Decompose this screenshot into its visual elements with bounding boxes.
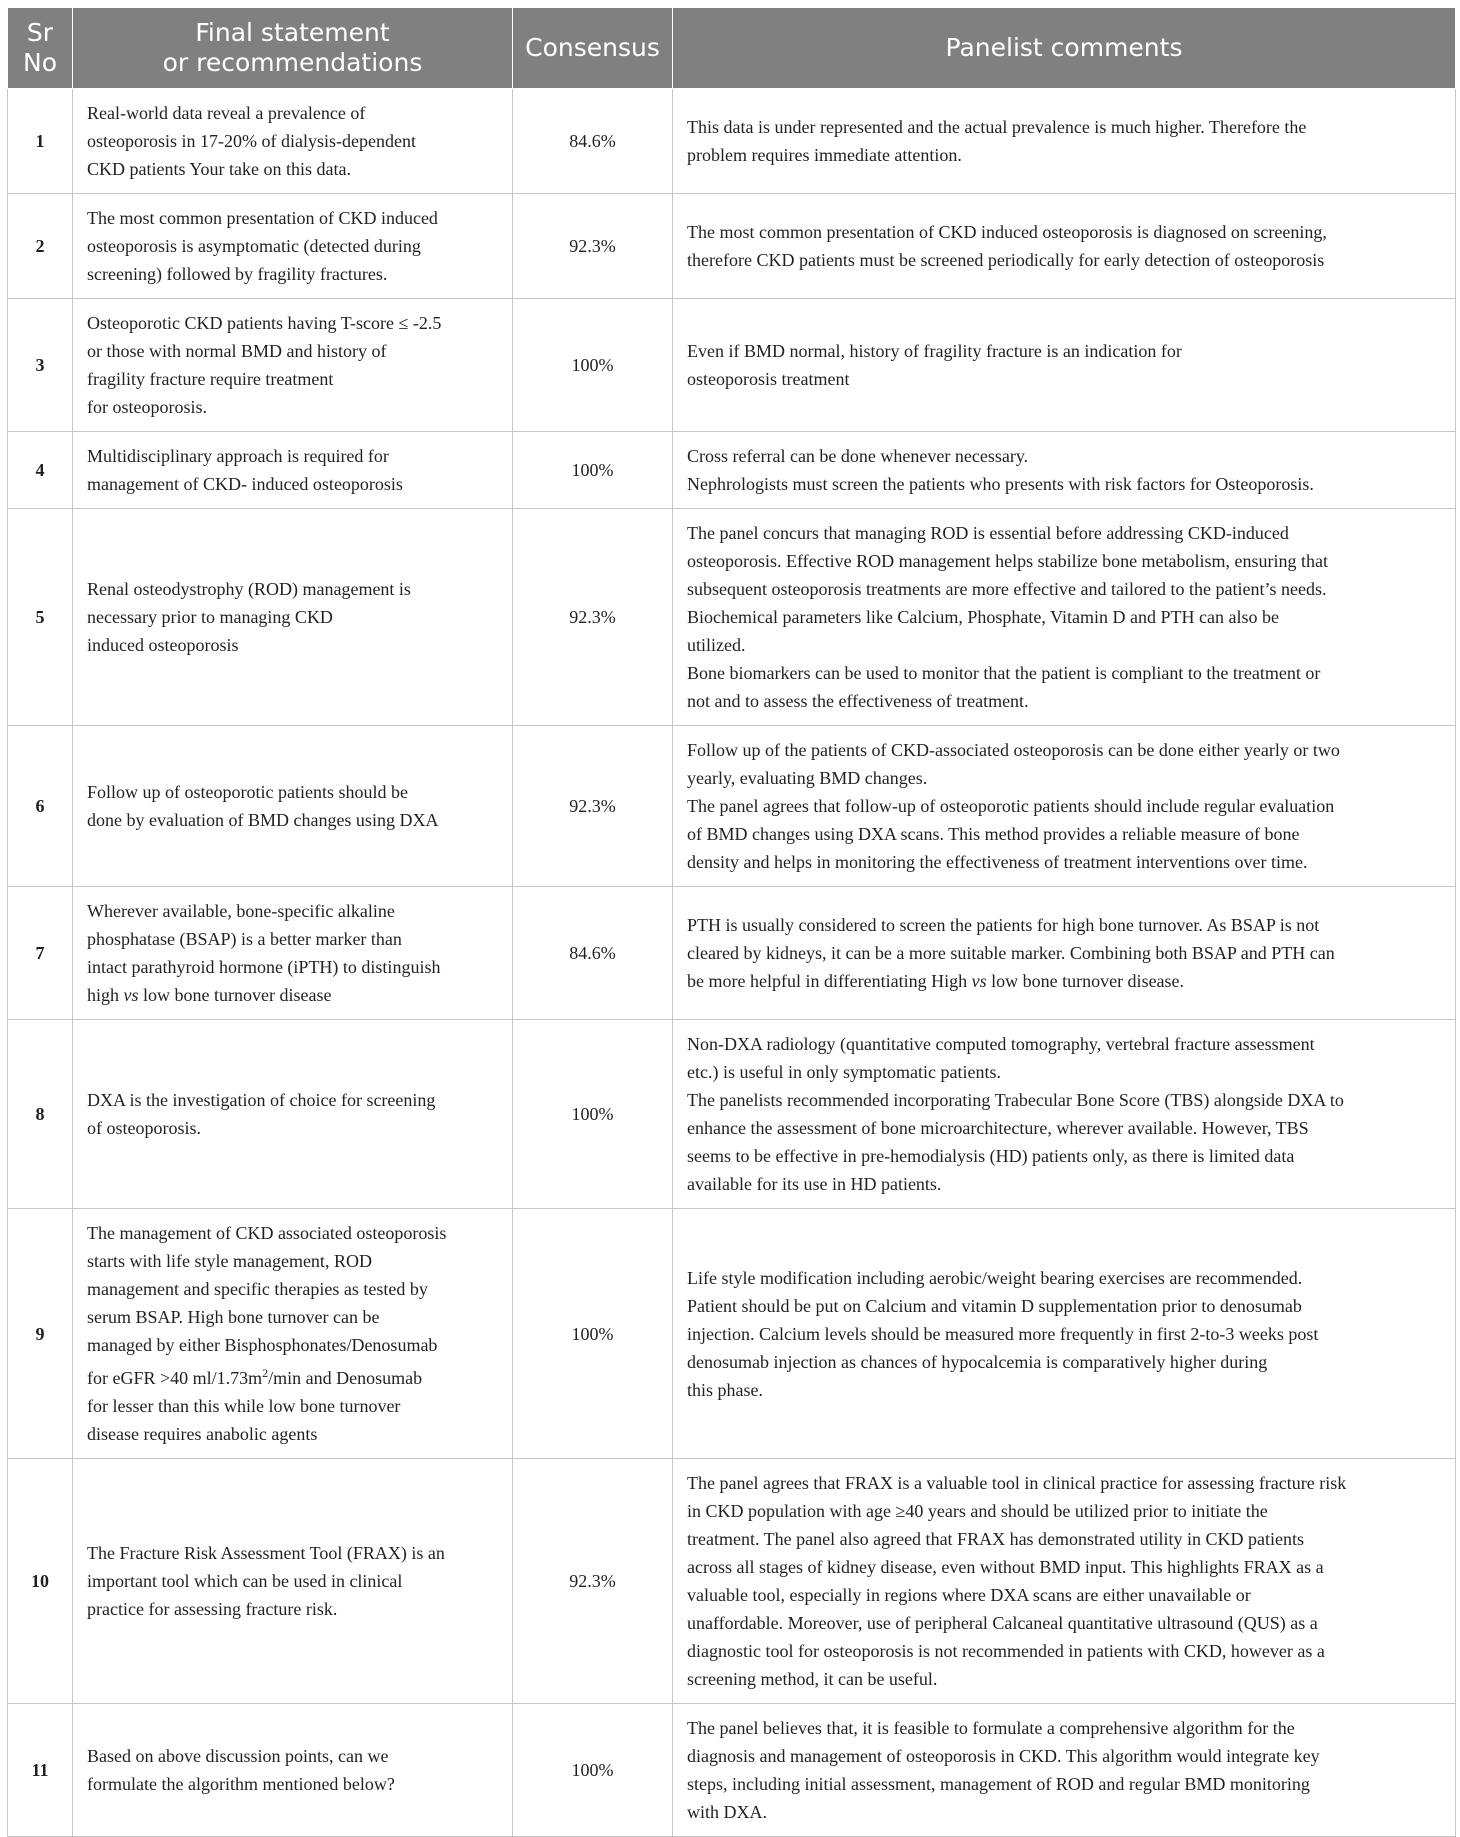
- header-row: [8, 8, 1456, 89]
- comment-line: across all stages of kidney disease, even without BMD input. This highlights FRAX as a: [687, 1557, 1324, 1577]
- statement-line: The management of CKD associated osteoporosis: [87, 1223, 447, 1243]
- statement-line: induced osteoporosis: [87, 635, 239, 655]
- comment-line: subsequent osteoporosis treatments are more effective and tailored to the patient’s needs.: [687, 579, 1327, 599]
- statement-line: serum BSAP. High bone turnover can be: [87, 1307, 380, 1327]
- consensus-cell: 100%: [513, 1704, 673, 1837]
- row-number: 11: [8, 1704, 73, 1837]
- statement-line: Renal osteodystrophy (ROD) management is: [87, 579, 411, 599]
- statement-line: disease requires anabolic agents: [87, 1424, 318, 1444]
- comments-cell: [673, 432, 1456, 509]
- table-row: [8, 1459, 1456, 1704]
- statement-cell: [73, 509, 513, 726]
- comment-line: The panel agrees that follow-up of osteoporotic patients should include regular evaluation: [687, 796, 1335, 816]
- comment-line: in CKD population with age ≥40 years and should be utilized prior to initiate the: [687, 1501, 1268, 1521]
- statement-line: management of CKD- induced osteoporosis: [87, 474, 403, 494]
- consensus-cell: 100%: [513, 1209, 673, 1459]
- comment-line: Even if BMD normal, history of fragility fracture is an indication for: [687, 341, 1182, 361]
- comment-line: diagnostic tool for osteoporosis is not recommended in patients with CKD, however as a: [687, 1641, 1325, 1661]
- comments-cell: [673, 726, 1456, 887]
- statement-cell: [73, 887, 513, 1020]
- comment-line: The most common presentation of CKD induced osteoporosis is diagnosed on screening,: [687, 222, 1327, 242]
- statement-line: CKD patients Your take on this data.: [87, 159, 351, 179]
- comment-line: Patient should be put on Calcium and vitamin D supplementation prior to denosumab: [687, 1295, 1302, 1316]
- header-statement-line: Final statement: [195, 18, 390, 47]
- comment-line: Bone biomarkers can be used to monitor that the patient is compliant to the treatment or: [687, 663, 1321, 683]
- comment-line: This data is under represented and the actual prevalence is much higher. Therefore the: [687, 117, 1307, 137]
- comment-line: diagnosis and management of osteoporosis in CKD. This algorithm would integrate key: [687, 1746, 1320, 1766]
- comment-line: density and helps in monitoring the effectiveness of treatment interventions over time.: [687, 852, 1308, 872]
- comment-line: PTH is usually considered to screen the patients for high bone turnover. As BSAP is not: [687, 915, 1320, 935]
- comment-line: The panel believes that, it is feasible to formulate a comprehensive algorithm for the: [687, 1718, 1295, 1738]
- consensus-cell: 100%: [513, 432, 673, 509]
- statement-line: or those with normal BMD and history of: [87, 341, 387, 361]
- statement-line: osteoporosis in 17-20% of dialysis-dependent: [87, 131, 416, 151]
- statement-line: Based on above discussion points, can we: [87, 1746, 389, 1766]
- row-number: 3: [8, 299, 73, 432]
- comment-line: denosumab injection as chances of hypocalcemia is comparatively higher during: [687, 1351, 1268, 1372]
- statement-line: high vs low bone turnover disease: [87, 985, 332, 1005]
- statement-cell: [73, 89, 513, 194]
- header-sr-no: [8, 8, 73, 89]
- table-header: [8, 8, 1456, 89]
- row-number: 5: [8, 509, 73, 726]
- comment-line: seems to be effective in pre-hemodialysis (HD) patients only, as there is limited data: [687, 1146, 1295, 1166]
- table-row: [8, 194, 1456, 299]
- statement-line: formulate the algorithm mentioned below?: [87, 1774, 395, 1794]
- statement-line: necessary prior to managing CKD: [87, 607, 333, 627]
- comment-line: The panelists recommended incorporating Trabecular Bone Score (TBS) alongside DXA to: [687, 1090, 1344, 1110]
- statement-cell: [73, 1020, 513, 1209]
- table-body: [8, 89, 1456, 1837]
- row-number: 2: [8, 194, 73, 299]
- statement-line: screening) followed by fragility fractures.: [87, 264, 388, 284]
- comment-line: unaffordable. Moreover, use of peripheral Calcaneal quantitative ultrasound (QUS) as a: [687, 1613, 1318, 1633]
- comments-cell: [673, 1459, 1456, 1704]
- comment-line: this phase.: [687, 1379, 763, 1400]
- header-statement-line: or recommendations: [162, 48, 423, 77]
- comment-line: Life style modification including aerobic/weight bearing exercises are recommended.: [687, 1267, 1303, 1288]
- comments-cell: [673, 1020, 1456, 1209]
- statement-line: Real-world data reveal a prevalence of: [87, 103, 366, 123]
- comment-line: Biochemical parameters like Calcium, Phosphate, Vitamin D and PTH can also be: [687, 607, 1279, 627]
- statement-line: Multidisciplinary approach is required for: [87, 446, 389, 466]
- comment-line: Cross referral can be done whenever necessary.: [687, 446, 1029, 466]
- consensus-table: [7, 7, 1456, 1837]
- row-number: 8: [8, 1020, 73, 1209]
- header-comments: Panelist comments: [673, 8, 1456, 89]
- comment-line: be more helpful in differentiating High vs low bone turnover disease.: [687, 971, 1185, 991]
- statement-cell: [73, 194, 513, 299]
- comment-line: treatment. The panel also agreed that FRAX has demonstrated utility in CKD patients: [687, 1529, 1305, 1549]
- consensus-cell: 84.6%: [513, 887, 673, 1020]
- comments-cell: [673, 887, 1456, 1020]
- comments-cell: [673, 509, 1456, 726]
- statement-cell: [73, 1704, 513, 1837]
- statement-line: DXA is the investigation of choice for screening: [87, 1090, 436, 1110]
- statement-cell: [73, 726, 513, 887]
- statement-line: starts with life style management, ROD: [87, 1251, 372, 1271]
- table-row: [8, 1704, 1456, 1837]
- comment-line: therefore CKD patients must be screened periodically for early detection of osteoporosis: [687, 250, 1325, 270]
- table-row: [8, 299, 1456, 432]
- header-sr-no-line: Sr: [26, 18, 54, 47]
- comments-cell: [673, 299, 1456, 432]
- statement-line: Wherever available, bone-specific alkaline: [87, 901, 395, 921]
- comment-line: utilized.: [687, 635, 746, 655]
- comments-cell: [673, 89, 1456, 194]
- row-number: 4: [8, 432, 73, 509]
- consensus-cell: 92.3%: [513, 194, 673, 299]
- consensus-cell: 92.3%: [513, 509, 673, 726]
- statement-line: for lesser than this while low bone turnover: [87, 1396, 401, 1416]
- comment-line: enhance the assessment of bone microarchitecture, wherever available. However, TBS: [687, 1118, 1309, 1138]
- statement-cell: [73, 1209, 513, 1459]
- comment-line: osteoporosis treatment: [687, 369, 850, 389]
- comment-line: etc.) is useful in only symptomatic patients.: [687, 1062, 1001, 1082]
- statement-line: osteoporosis is asymptomatic (detected during: [87, 236, 421, 256]
- consensus-cell: 92.3%: [513, 1459, 673, 1704]
- comment-line: problem requires immediate attention.: [687, 145, 962, 165]
- row-number: 9: [8, 1209, 73, 1459]
- comment-line: of BMD changes using DXA scans. This method provides a reliable measure of bone: [687, 824, 1300, 844]
- comment-line: osteoporosis. Effective ROD management helps stabilize bone metabolism, ensuring that: [687, 551, 1329, 571]
- comment-line: Non-DXA radiology (quantitative computed tomography, vertebral fracture assessment: [687, 1034, 1315, 1054]
- comment-line: valuable tool, especially in regions where DXA scans are either unavailable or: [687, 1585, 1251, 1605]
- comment-line: not and to assess the effectiveness of treatment.: [687, 691, 1029, 711]
- table-row: [8, 432, 1456, 509]
- statement-line: management and specific therapies as tested by: [87, 1279, 428, 1299]
- header-consensus: Consensus: [513, 8, 673, 89]
- statement-line: Follow up of osteoporotic patients should be: [87, 782, 408, 802]
- consensus-cell: 92.3%: [513, 726, 673, 887]
- statement-cell: [73, 299, 513, 432]
- comments-cell: [673, 1704, 1456, 1837]
- header-statement: [73, 8, 513, 89]
- statement-line: of osteoporosis.: [87, 1118, 201, 1138]
- consensus-cell: 100%: [513, 299, 673, 432]
- comment-line: The panel agrees that FRAX is a valuable tool in clinical practice for assessing fracture risk: [687, 1473, 1347, 1493]
- header-sr-no-line: No: [23, 48, 57, 77]
- statement-line: managed by either Bisphosphonates/Denosumab: [87, 1335, 438, 1355]
- statement-line: Osteoporotic CKD patients having T-score ≤ -2.5: [87, 313, 442, 333]
- statement-line: for eGFR >40 $ml/1.73m^2/\min$ and Denosumab: [87, 1366, 423, 1388]
- row-number: 1: [8, 89, 73, 194]
- table-row: [8, 1209, 1456, 1459]
- comments-cell: [673, 1209, 1456, 1459]
- statement-line: important tool which can be used in clinical: [87, 1571, 403, 1591]
- statement-line: The most common presentation of CKD induced: [87, 208, 438, 228]
- statement-cell: [73, 432, 513, 509]
- statement-cell: [73, 1459, 513, 1704]
- row-number: 10: [8, 1459, 73, 1704]
- comment-line: with DXA.: [687, 1802, 767, 1822]
- statement-line: for osteoporosis.: [87, 397, 207, 417]
- table-row: [8, 89, 1456, 194]
- comment-line: Follow up of the patients of CKD-associated osteoporosis can be done either yearly or two: [687, 740, 1340, 760]
- comment-line: The panel concurs that managing ROD is essential before addressing CKD-induced: [687, 523, 1289, 543]
- consensus-cell: 84.6%: [513, 89, 673, 194]
- comments-cell: [673, 194, 1456, 299]
- comment-line: available for its use in HD patients.: [687, 1174, 942, 1194]
- table-row: [8, 887, 1456, 1020]
- table-row: [8, 726, 1456, 887]
- statement-line: done by evaluation of BMD changes using DXA: [87, 810, 439, 830]
- comment-line: yearly, evaluating BMD changes.: [687, 768, 928, 788]
- consensus-cell: 100%: [513, 1020, 673, 1209]
- statement-line: phosphatase (BSAP) is a better marker than: [87, 929, 402, 949]
- consensus-table-container: [7, 7, 1455, 1837]
- comment-line: cleared by kidneys, it can be a more suitable marker. Combining both BSAP and PTH can: [687, 943, 1335, 963]
- statement-line: practice for assessing fracture risk.: [87, 1599, 338, 1619]
- table-row: [8, 509, 1456, 726]
- statement-line: fragility fracture require treatment: [87, 369, 334, 389]
- statement-line: The Fracture Risk Assessment Tool (FRAX) is an: [87, 1543, 445, 1563]
- comment-line: screening method, it can be useful.: [687, 1669, 938, 1689]
- statement-line: intact parathyroid hormone (iPTH) to distinguish: [87, 957, 441, 977]
- row-number: 7: [8, 887, 73, 1020]
- comment-line: steps, including initial assessment, management of ROD and regular BMD monitoring: [687, 1774, 1310, 1794]
- row-number: 6: [8, 726, 73, 887]
- table-row: [8, 1020, 1456, 1209]
- comment-line: injection. Calcium levels should be measured more frequently in first 2-to-3 weeks post: [687, 1323, 1319, 1344]
- comment-line: Nephrologists must screen the patients who presents with risk factors for Osteoporosis.: [687, 474, 1314, 494]
